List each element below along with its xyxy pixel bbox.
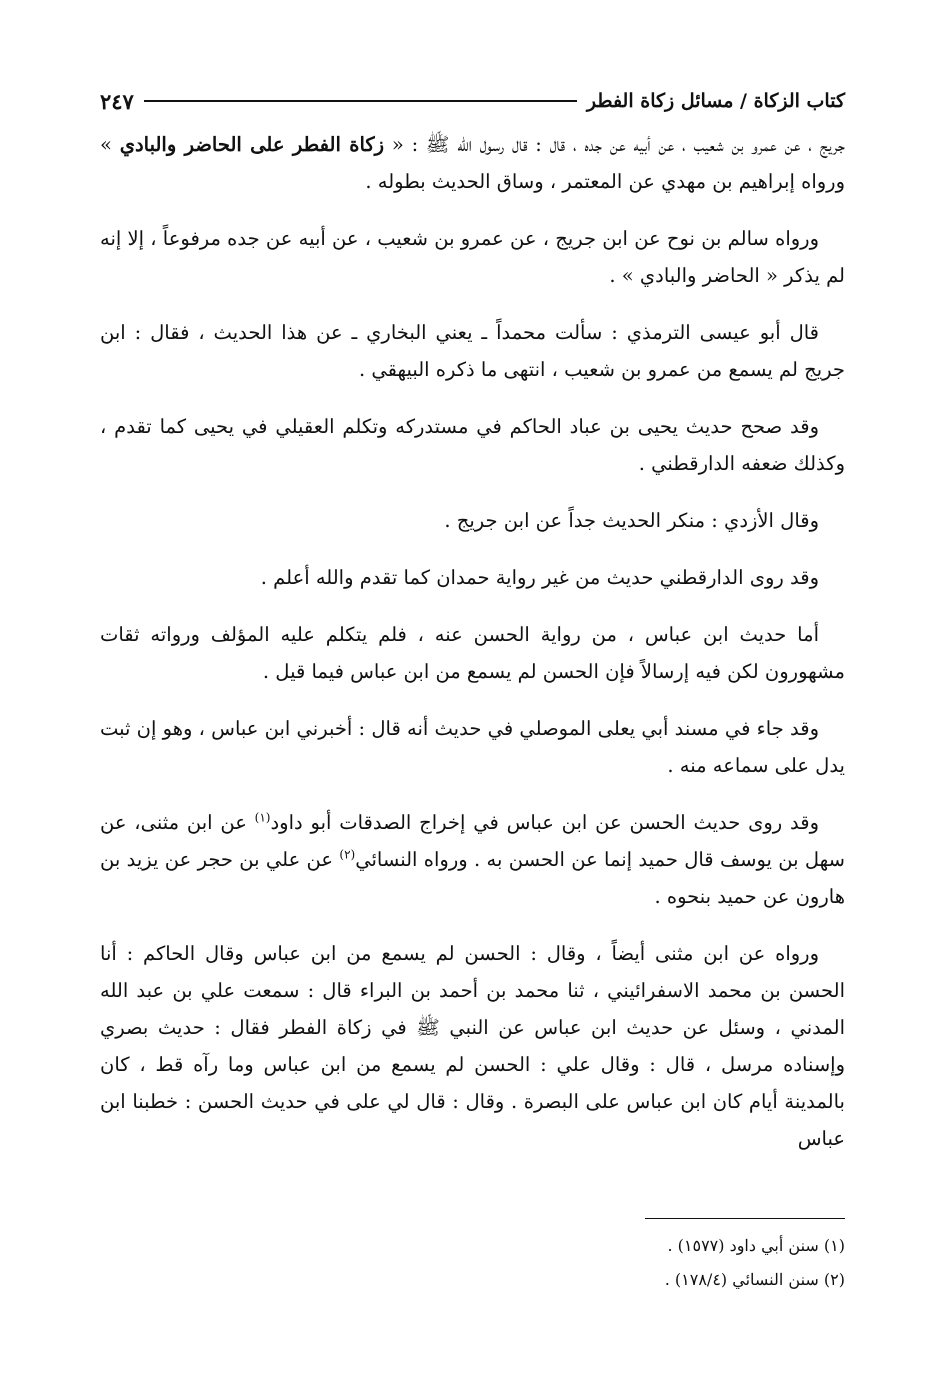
header-rule	[144, 100, 577, 102]
paragraph-9	[100, 804, 845, 915]
running-title: كتاب الزكاة / مسائل زكاة الفطر	[586, 90, 845, 112]
footnote-ref-2[interactable]: (٢)	[339, 847, 356, 862]
paragraph-5: وقال الأزدي : منكر الحديث جداً عن ابن جريج .	[444, 509, 819, 532]
page-header	[100, 82, 845, 120]
footnote-ref-1[interactable]: (١)	[254, 810, 271, 825]
footnote-rule	[645, 1218, 845, 1219]
paragraph-4: وقد صحح حديث يحيى بن عباد الحاكم في مستدركه وتكلم العقيلي في يحيى كما تقدم ، وكذلك ضعفه الدارقطني .	[100, 415, 845, 475]
main-text	[100, 126, 845, 1177]
book-page	[100, 0, 845, 1373]
paragraph-6: وقد روى الدارقطني حديث من غير رواية حمدان كما تقدم والله أعلم .	[260, 566, 819, 589]
hadith-quote: زكاة الفطر على الحاضر والبادي	[119, 133, 385, 156]
paragraph-2: ورواه سالم بن نوح عن ابن جريج ، عن عمرو بن شعيب ، عن أبيه عن جده مرفوعاً ، إلا إنه لم يذكر « الحاضر والبادي » .	[100, 227, 845, 287]
paragraph-3: قال أبو عيسى الترمذي : سألت محمداً ـ يعني البخاري ـ عن هذا الحديث ، فقال : ابن جريج لم يسمع من عمرو بن شعيب ، انتهى ما ذكره البيهقي .	[100, 321, 845, 381]
paragraph-10: ورواه عن ابن مثنى أيضاً ، وقال : الحسن لم يسمع من ابن عباس وقال الحاكم : أنا الحسن بن محمد الاسفرائيني ، ثنا محمد بن أحمد بن البراء قال : سمعت علي بن عبد الله المدني ، وسئل عن حديث ابن عباس عن النبي ﷺ في زكاة الفطر فقال : حديث بصري وإسناده مرسل ، قال : وقال علي : الحسن لم يسمع من ابن عباس وما رآه قط ، كان بالمدينة أيام كان ابن عباس على البصرة . وقال : قال لي على في حديث الحسن : خطبنا ابن عباس	[100, 942, 845, 1150]
paragraph-8: وقد جاء في مسند أبي يعلى الموصلي في حديث أنه قال : أخبرني ابن عباس ، وهو إن ثبت يدل على سماعه منه .	[100, 717, 845, 777]
paragraph-1	[100, 126, 845, 200]
footnote-2: (٢) سنن النسائي (١٧٨/٤) .	[664, 1270, 845, 1289]
paragraph-1-part-a: جريج ، عن عمرو بن شعيب ، عن أبيه عن جده ، قال : قال رسول الله ﷺ : «	[384, 133, 845, 156]
footnotes	[100, 1218, 845, 1297]
paragraph-9-part-a: وقد روى حديث الحسن عن ابن عباس في إخراج الصدقات أبو داود	[270, 811, 820, 834]
paragraph-7: أما حديث ابن عباس ، من رواية الحسن عنه ، فلم يتكلم عليه المؤلف ورواته ثقات مشهورون لكن فيه إرسالاً فإن الحسن لم يسمع من ابن عباس فيما قيل .	[100, 623, 845, 683]
paragraph-9-part-c: عن علي بن حجر عن يزيد بن هارون عن حميد بنحوه .	[100, 848, 845, 908]
page-number: ٢٤٧	[100, 88, 134, 114]
paragraph-9-part-b: عن ابن مثنى، عن سهل بن يوسف قال حميد إنما عن الحسن به . ورواه النسائي	[100, 811, 845, 871]
footnote-1: (١) سنن أبي داود (١٥٧٧) .	[667, 1236, 845, 1255]
paragraph-1-part-c: » ورواه إبراهيم بن مهدي عن المعتمر ، وساق الحديث بطوله .	[100, 133, 845, 193]
